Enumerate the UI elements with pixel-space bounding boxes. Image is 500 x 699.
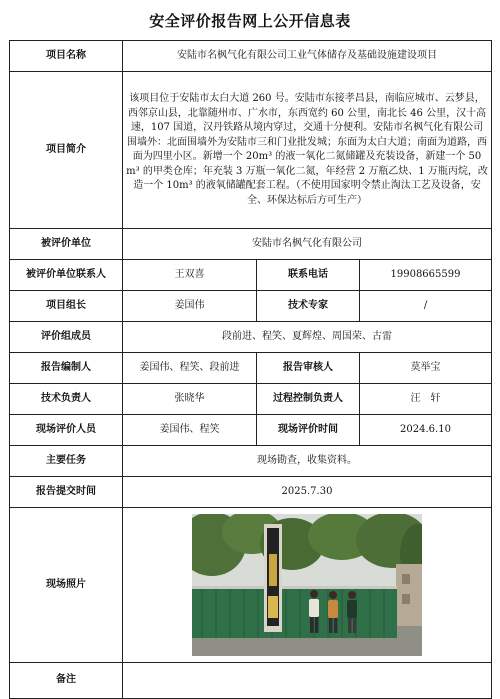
remarks-value xyxy=(123,663,492,699)
info-table xyxy=(9,40,492,699)
row-site-evaluators xyxy=(10,415,492,446)
row-main-tasks xyxy=(10,446,492,477)
row-report-author xyxy=(10,353,492,384)
reviewer-value: 莫举宝 xyxy=(360,353,492,384)
contact-label: 被评价单位联系人 xyxy=(10,260,123,291)
project-name-value: 安陆市名枫气化有限公司工业气体储存及基础设施建设项目 xyxy=(123,41,492,72)
row-team-leader xyxy=(10,291,492,322)
team-members-label: 评价组成员 xyxy=(10,322,123,353)
submit-date-value: 2025.7.30 xyxy=(123,477,492,508)
site-date-label: 现场评价时间 xyxy=(257,415,360,446)
phone-label: 联系电话 xyxy=(257,260,360,291)
row-project-summary xyxy=(10,72,492,229)
site-date-value: 2024.6.10 xyxy=(360,415,492,446)
row-site-photo xyxy=(10,508,492,663)
process-control-value: 汪 轩 xyxy=(360,384,492,415)
main-tasks-value: 现场勘查，收集资料。 xyxy=(123,446,492,477)
report-author-label: 报告编制人 xyxy=(10,353,123,384)
remarks-label: 备注 xyxy=(10,663,123,699)
team-leader-label: 项目组长 xyxy=(10,291,123,322)
row-project-name xyxy=(10,41,492,72)
reviewer-label: 报告审核人 xyxy=(257,353,360,384)
row-submit-date xyxy=(10,477,492,508)
page-title: 安全评价报告网上公开信息表 xyxy=(149,12,351,30)
project-name-label: 项目名称 xyxy=(10,41,123,72)
process-control-label: 过程控制负责人 xyxy=(257,384,360,415)
evaluated-unit-label: 被评价单位 xyxy=(10,229,123,260)
row-tech-lead xyxy=(10,384,492,415)
site-evaluators-value: 姜国伟、程笑 xyxy=(123,415,257,446)
site-photo-label: 现场照片 xyxy=(10,508,123,663)
row-contact xyxy=(10,260,492,291)
site-photo-cell xyxy=(123,508,492,663)
row-remarks xyxy=(10,663,492,699)
project-summary-label: 项目简介 xyxy=(10,72,123,229)
site-evaluators-label: 现场评价人员 xyxy=(10,415,123,446)
site-photo xyxy=(192,514,422,656)
tech-lead-label: 技术负责人 xyxy=(10,384,123,415)
main-tasks-label: 主要任务 xyxy=(10,446,123,477)
tech-lead-value: 张晓华 xyxy=(123,384,257,415)
expert-value: / xyxy=(360,291,492,322)
row-team-members xyxy=(10,322,492,353)
row-evaluated-unit xyxy=(10,229,492,260)
evaluated-unit-value: 安陆市名枫气化有限公司 xyxy=(123,229,492,260)
team-leader-value: 姜国伟 xyxy=(123,291,257,322)
project-summary-value: 该项目位于安陆市太白大道 260 号。安陆市东接孝昌县，南临应城市、云梦县，西邻京山县，北靠随州市、广水市，东西宽约 60 公里，南北长 46 公里，汉十高速，107 国道，汉丹铁路从境内穿过，交通十分便利。安陆市名枫气化有限公司围墙外：北面围墙外为安陆市三和门业批发城；东面为太白大道；南面为道路，西面为四里小区。新增一个 20m³ 的液一氧化二氮储罐及充装设备，新建一个 50 m³ 的甲类仓库；年充装 3 万瓶一氧化二氮，年经营 2 万瓶乙炔、1 万瓶丙烷，改造一个 10m³ 的液氧储罐配套工程。（不使用国家明令禁止淘汰工艺及设备，安全、环保达标后方可生产） xyxy=(123,72,492,229)
submit-date-label: 报告提交时间 xyxy=(10,477,123,508)
report-author-value: 姜国伟、程笑、段前进 xyxy=(123,353,257,384)
phone-value: 19908665599 xyxy=(360,260,492,291)
team-members-value: 段前进、程笑、夏辉煌、周国荣、古雷 xyxy=(123,322,492,353)
contact-value: 王双喜 xyxy=(123,260,257,291)
expert-label: 技术专家 xyxy=(257,291,360,322)
